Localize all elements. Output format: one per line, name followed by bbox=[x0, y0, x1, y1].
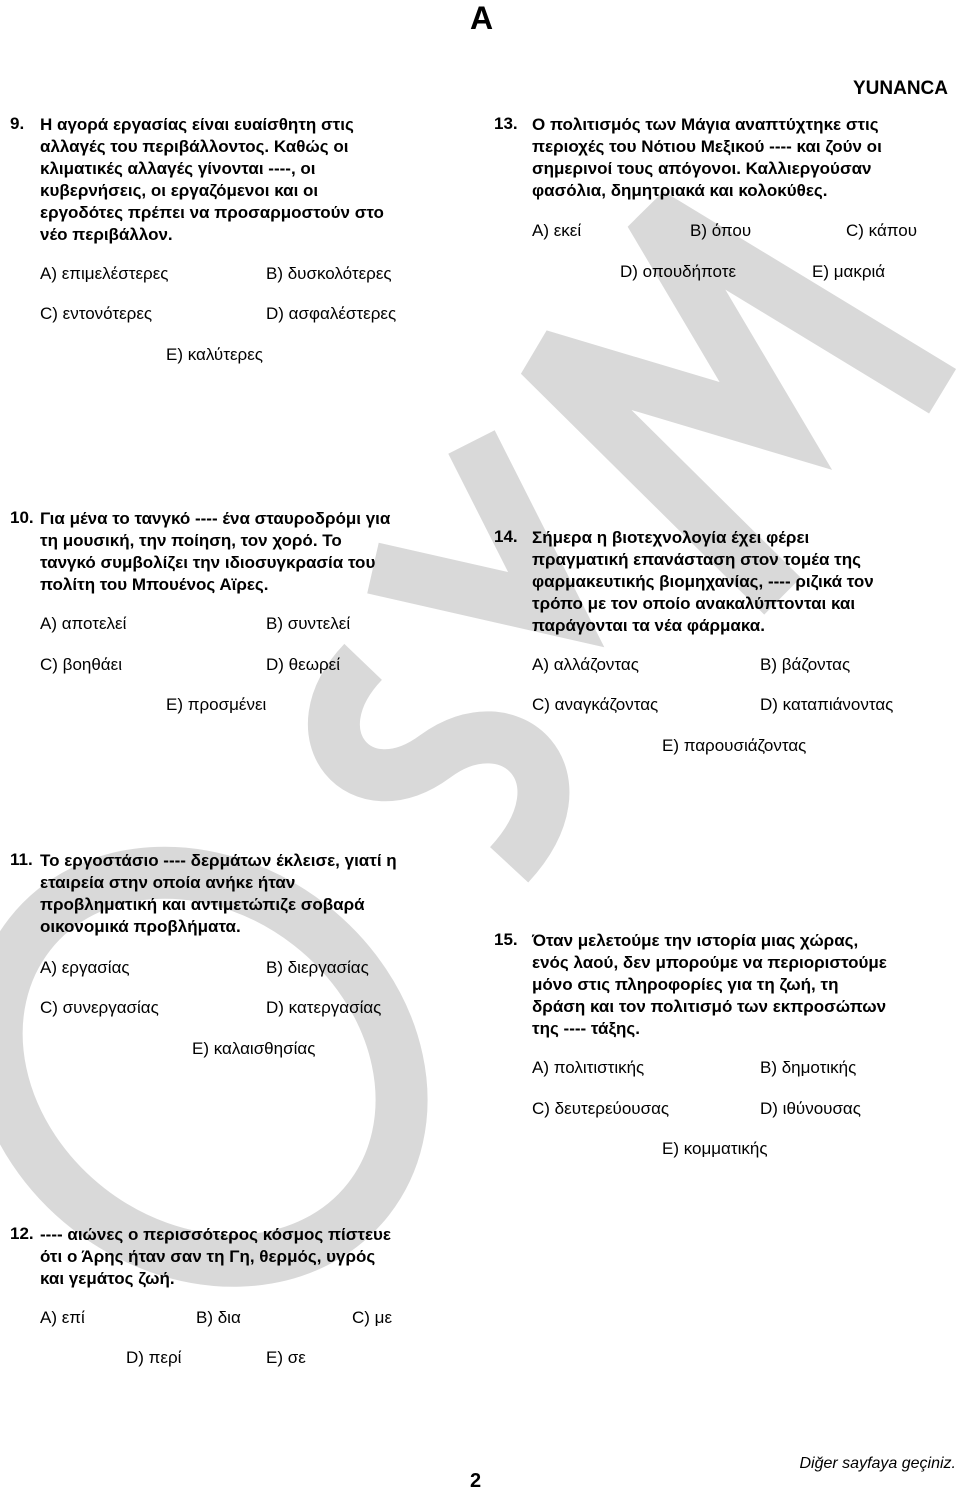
question-number: 12. bbox=[10, 1224, 34, 1243]
option-a[interactable]: A) πολιτιστικής bbox=[532, 1058, 645, 1077]
option-a[interactable]: A) επιμελέστερες bbox=[40, 264, 169, 283]
option-e[interactable]: E) καλαισθησίας bbox=[192, 1039, 316, 1058]
question-number: 13. bbox=[494, 114, 518, 133]
option-e[interactable]: E) σε bbox=[266, 1348, 306, 1367]
option-d[interactable]: D) κατεργασίας bbox=[266, 998, 382, 1017]
question-number: 15. bbox=[494, 930, 518, 949]
option-c[interactable]: C) βοηθάει bbox=[40, 655, 122, 674]
page-number: 2 bbox=[470, 1470, 482, 1492]
option-a[interactable]: A) εργασίας bbox=[40, 958, 130, 977]
question-number: 14. bbox=[494, 527, 518, 546]
option-d[interactable]: D) ασφαλέστερες bbox=[266, 304, 397, 323]
option-b[interactable]: B) δυσκολότερες bbox=[266, 264, 392, 283]
next-page-note: Diğer sayfaya geçiniz. bbox=[799, 1455, 956, 1472]
option-e[interactable]: E) παρουσιάζοντας bbox=[662, 736, 807, 755]
option-a[interactable]: A) αποτελεί bbox=[40, 614, 127, 633]
question-stem: Η αγορά εργασίας είναι ευαίσθητη στις αλλαγές του περιβάλλοντος. Καθώς οι κλιματικές αλλαγές γίνονται ----, οι κυβερνήσεις, οι εργαζόμενοι και οι εργοδότες πρέπει να προσαρμοστούν στο νέο περιβάλλον. bbox=[40, 115, 384, 244]
language-label: YUNANCA bbox=[853, 78, 948, 99]
question-stem: Ο πολιτισμός των Μάγια αναπτύχτηκε στις περιοχές του Νότιου Μεξικού ---- και ζούν οι σημερινοί τους απόγονοι. Καλλιεργούσαν φασόλια, δημητριακά και κολοκύθες. bbox=[532, 115, 882, 200]
question-9 bbox=[10, 114, 460, 374]
option-e[interactable]: E) προσμένει bbox=[166, 695, 267, 714]
question-number: 9. bbox=[10, 114, 25, 133]
option-d[interactable]: D) οπουδήποτε bbox=[620, 262, 737, 281]
option-b[interactable]: B) βάζοντας bbox=[760, 655, 851, 674]
booklet-letter: A bbox=[470, 0, 494, 36]
option-a[interactable]: A) αλλάζοντας bbox=[532, 655, 639, 674]
option-b[interactable]: B) διεργασίας bbox=[266, 958, 369, 977]
question-15 bbox=[494, 930, 954, 1170]
option-a[interactable]: A) εκεί bbox=[532, 221, 582, 240]
option-b[interactable]: B) δια bbox=[196, 1308, 241, 1327]
question-stem: Σήμερα η βιοτεχνολογία έχει φέρει πραγματική επανάσταση στον τομέα της φαρμακευτικής βιομηχανίας, ---- ριζικά τον τρόπο με τον οποίο ανακαλύπτονται και παράγονται τα νέα φάρμακα. bbox=[532, 528, 874, 635]
option-b[interactable]: B) συντελεί bbox=[266, 614, 351, 633]
option-c[interactable]: C) δευτερεύουσας bbox=[532, 1099, 670, 1118]
question-stem: Όταν μελετούμε την ιστορία μιας χώρας, ενός λαού, δεν μπορούμε να περιοριστούμε μόνο στις πληροφορίες για τη ζωή, τη δράση και τον πολιτισμό των εκπροσώπων της ---- τάξης. bbox=[532, 931, 887, 1038]
option-c[interactable]: C) κάπου bbox=[846, 221, 918, 240]
option-e[interactable]: E) κομματικής bbox=[662, 1139, 768, 1158]
option-c[interactable]: C) με bbox=[352, 1308, 393, 1327]
option-c[interactable]: C) αναγκάζοντας bbox=[532, 695, 659, 714]
option-b[interactable]: B) δημοτικής bbox=[760, 1058, 857, 1077]
question-14 bbox=[494, 527, 954, 767]
question-stem: Για μένα το τανγκό ---- ένα σταυροδρόμι για τη μουσική, την ποίηση, τον χορό. Το τανγκό συμβολίζει την ιδιοσυγκρασία του πολίτη του Μπουένος Αϊρες. bbox=[40, 509, 391, 594]
option-e[interactable]: E) καλύτερες bbox=[166, 345, 263, 364]
question-stem: ---- αιώνες ο περισσότερος κόσμος πίστευε ότι ο Άρης ήταν σαν τη Γη, θερμός, υγρός και γεμάτος ζωή. bbox=[40, 1225, 391, 1288]
option-c[interactable]: C) εντονότερες bbox=[40, 304, 153, 323]
option-d[interactable]: D) καταπιάνοντας bbox=[760, 695, 894, 714]
question-12 bbox=[10, 1224, 460, 1384]
option-e[interactable]: E) μακριά bbox=[812, 262, 886, 281]
question-number: 11. bbox=[10, 850, 33, 869]
question-10 bbox=[10, 508, 460, 718]
option-c[interactable]: C) συνεργασίας bbox=[40, 998, 159, 1017]
option-a[interactable]: A) επί bbox=[40, 1308, 85, 1327]
option-d[interactable]: D) ιθύνουσας bbox=[760, 1099, 861, 1118]
option-d[interactable]: D) θεωρεί bbox=[266, 655, 340, 674]
question-number: 10. bbox=[10, 508, 34, 527]
option-b[interactable]: B) όπου bbox=[690, 221, 752, 240]
question-11 bbox=[10, 850, 460, 1070]
question-13 bbox=[494, 114, 954, 294]
question-stem: Το εργοστάσιο ---- δερμάτων έκλεισε, γιατί η εταιρεία στην οποία ανήκε ήταν προβληματική και αντιμετώπιζε σοβαρά οικονομικά προβλήματα. bbox=[40, 851, 397, 936]
option-d[interactable]: D) περί bbox=[126, 1348, 182, 1367]
